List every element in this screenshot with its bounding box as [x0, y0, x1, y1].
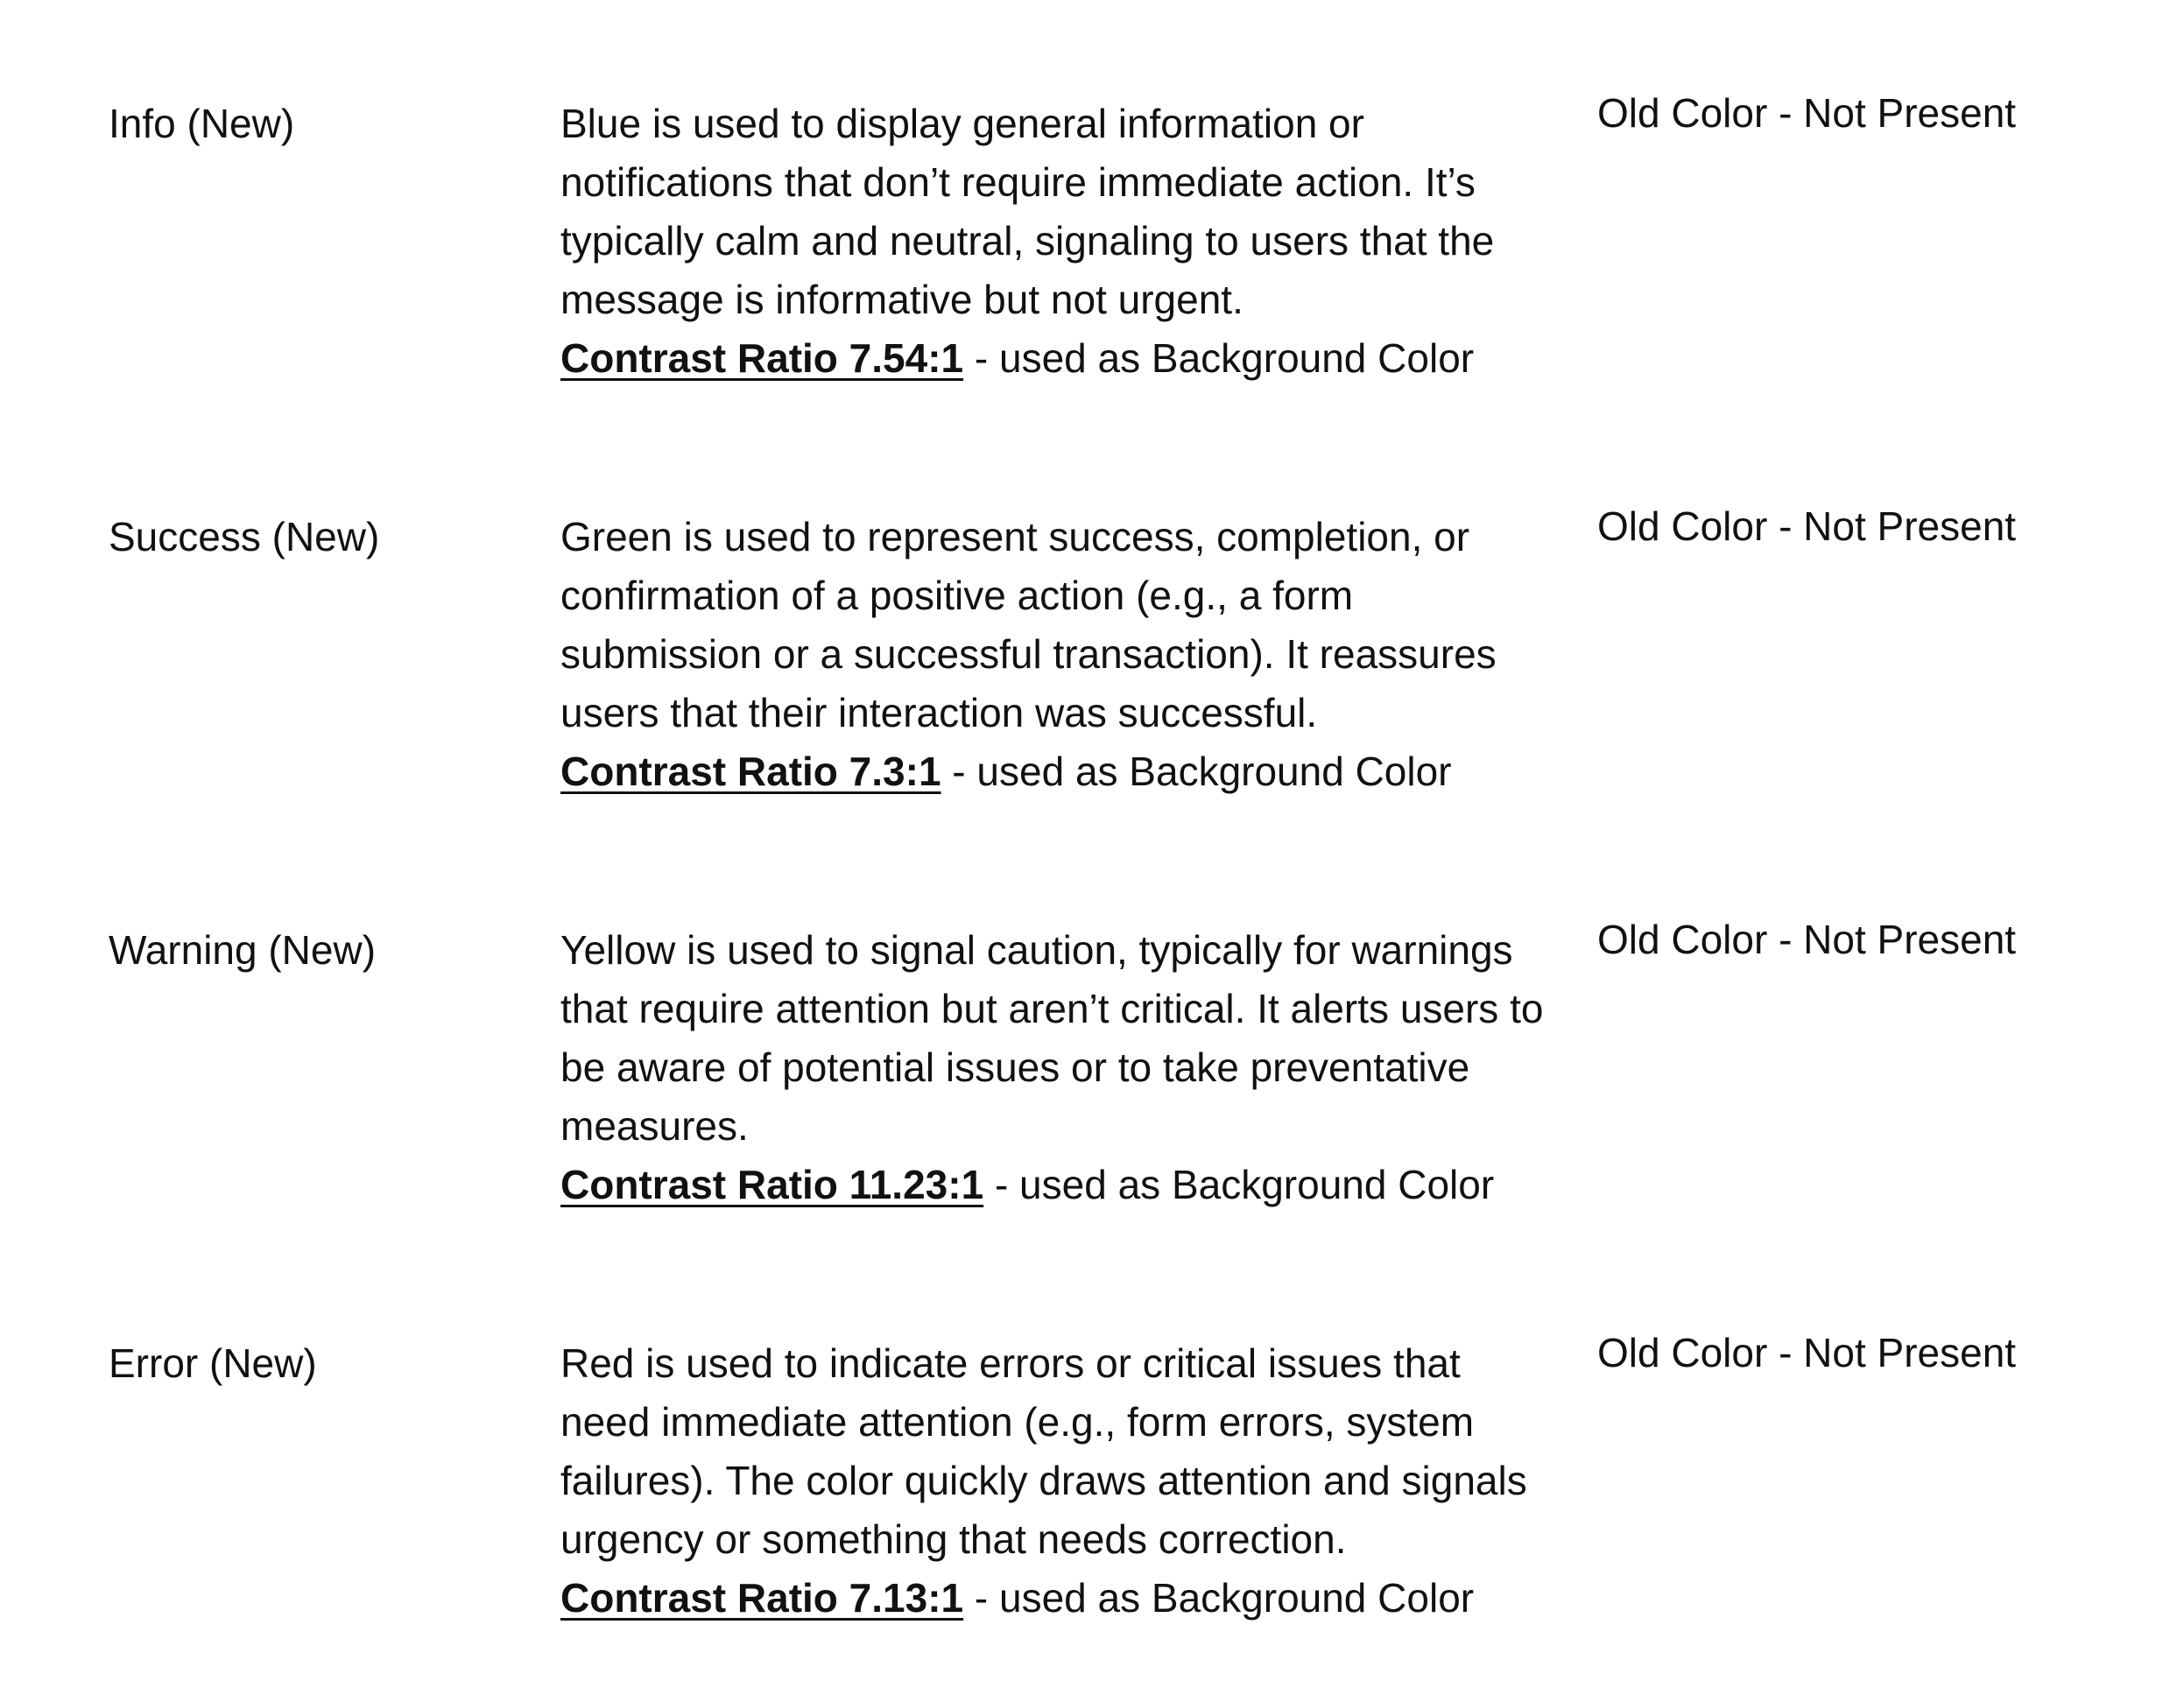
contrast-ratio-link[interactable]: Contrast Ratio 7.3:1 — [560, 749, 941, 794]
contrast-line — [560, 742, 1559, 801]
old-color-status: Old Color - Not Present — [1597, 917, 2017, 962]
status-description: Green is used to represent success, completion, or confirmation of a positive action (e.g., a form submission or a successful transaction). It reassures users that their interaction was successful. — [560, 514, 1497, 735]
status-row-info — [0, 90, 2184, 462]
contrast-usage: - used as Background Color — [941, 749, 1452, 794]
contrast-line — [560, 329, 1559, 388]
status-label: Success (New) — [109, 514, 380, 559]
contrast-line — [560, 1156, 1559, 1214]
old-color-status: Old Color - Not Present — [1597, 503, 2017, 549]
status-label: Warning (New) — [109, 927, 377, 973]
status-row-success — [0, 503, 2184, 876]
old-color-status: Old Color - Not Present — [1597, 90, 2017, 136]
status-row-error — [0, 1330, 2184, 1702]
status-description: Blue is used to display general information or notifications that don’t require immediate action. It’s typically calm and neutral, signaling to users that the message is informative but not urgent. — [560, 101, 1495, 322]
status-row-warning — [0, 917, 2184, 1289]
status-description-block — [560, 508, 1559, 801]
contrast-usage: - used as Background Color — [983, 1162, 1495, 1207]
contrast-ratio-link[interactable]: Contrast Ratio 7.54:1 — [560, 335, 964, 381]
status-label: Info (New) — [109, 101, 295, 146]
old-color-status: Old Color - Not Present — [1597, 1330, 2017, 1375]
status-description-block — [560, 1334, 1559, 1628]
contrast-line — [560, 1569, 1559, 1628]
status-description-block — [560, 95, 1559, 388]
status-label: Error (New) — [109, 1340, 317, 1386]
contrast-ratio-link[interactable]: Contrast Ratio 7.13:1 — [560, 1575, 964, 1621]
contrast-ratio-link[interactable]: Contrast Ratio 11.23:1 — [560, 1162, 984, 1207]
status-description: Yellow is used to signal caution, typically for warnings that require attention but aren’t critical. It alerts users to be aware of potential issues or to take preventative measures. — [560, 927, 1544, 1149]
contrast-usage: - used as Background Color — [963, 1575, 1475, 1621]
status-description: Red is used to indicate errors or critical issues that need immediate attention (e.g., form errors, system failures). The color quickly draws attention and signals urgency or something that needs correction. — [560, 1340, 1527, 1562]
contrast-usage: - used as Background Color — [963, 335, 1475, 381]
status-description-block — [560, 921, 1559, 1214]
